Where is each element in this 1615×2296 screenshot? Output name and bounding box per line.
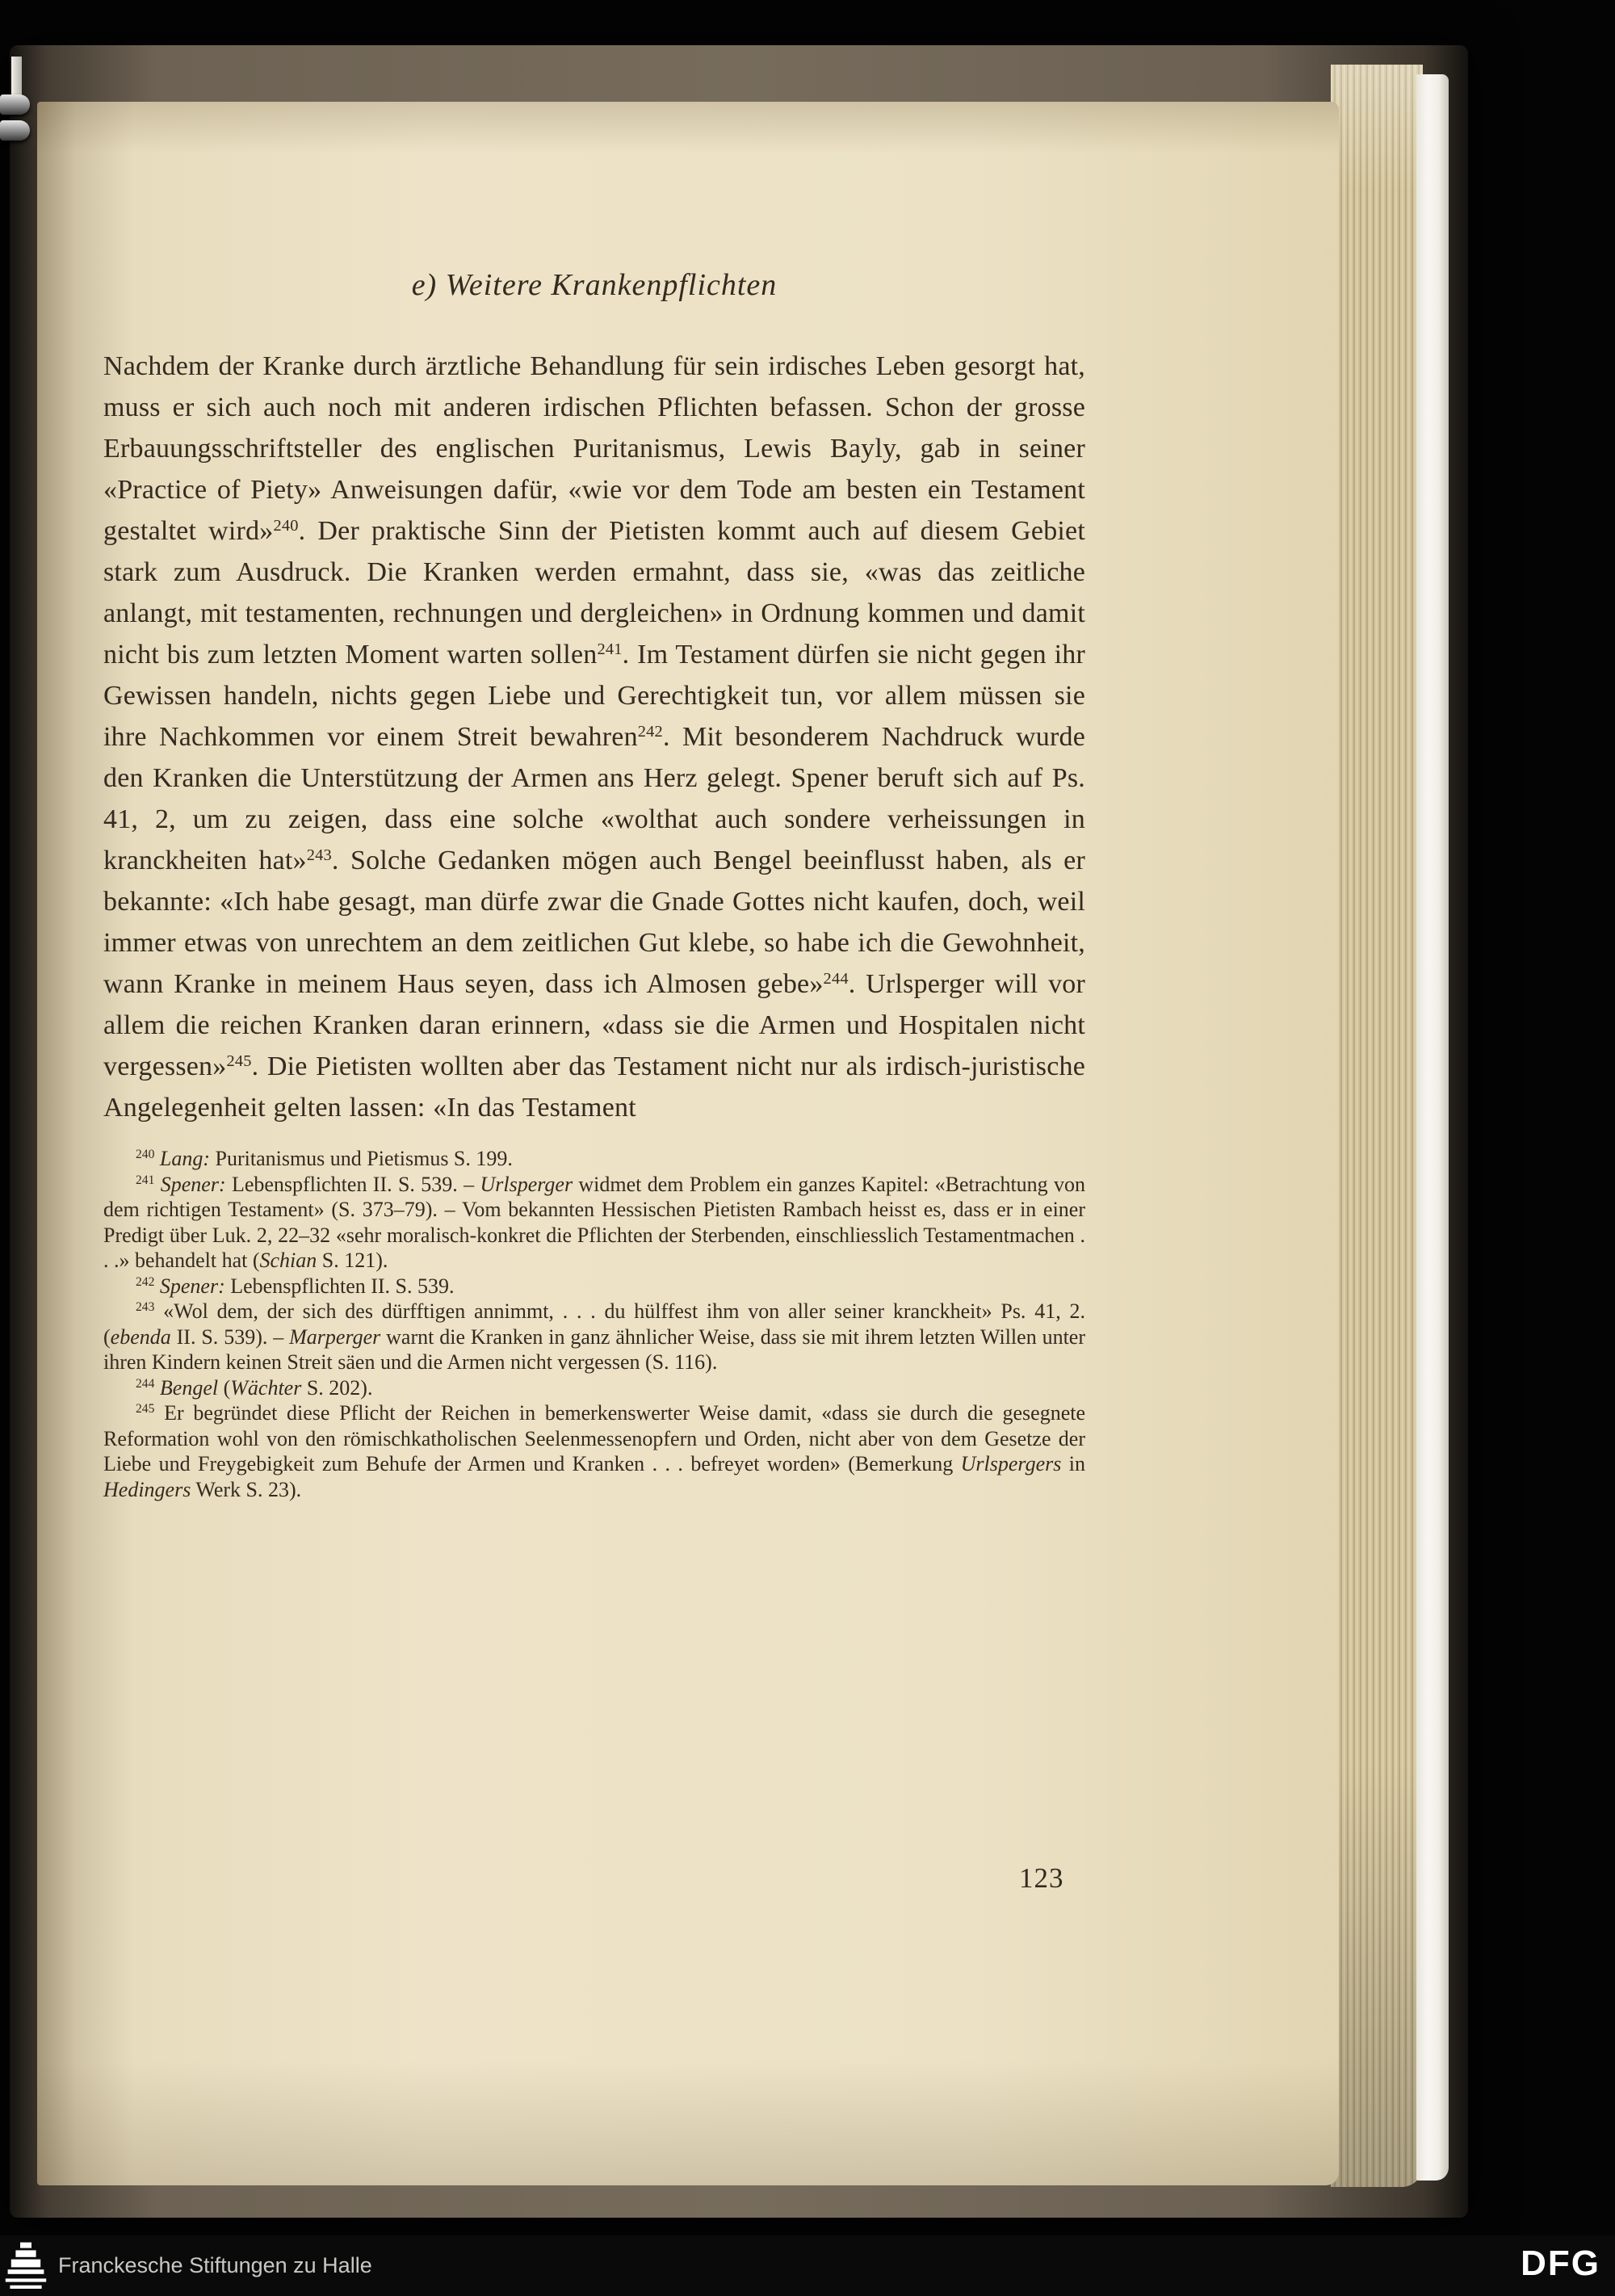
footnote: $^{242}$ Spener: Lebenspflichten II. S. 539. [136,1274,455,1298]
book-endpaper-edge [1416,74,1449,2181]
viewer-footer-bar [0,2235,1615,2296]
binding-post-icon [0,120,30,141]
footnote: $^{241}$ Spener: Lebenspflichten II. S. 539. – Urlsperger widmet dem Problem ein ganzes Kapitel: «Betrachtung von dem richtigen Testament» (S. 373–79). – Vom bekannten Hessischen Pietisten Rambach heisst es, dass er in einer Predigt über Luk. 2, 22–32 «sehr moralisch-konkret die Pflichten der Sterbenden, einschliesslich Testamentmachen . . .» behandelt hat (Schian S. 121). [103,1172,1086,1272]
footnote: $^{243}$ «Wol dem, der sich des dürfftigen annimmt, . . . du hülffest ihm von aller seiner kranckheit» Ps. 41, 2. (ebenda II. S. 539). – Marperger warnt die Kranken in ganz ähnlicher Weise, dass sie mit ihrem letzten Willen unter ihren Kindern keinen Streit säen und die Armen nicht vergessen (S. 116). [103,1299,1085,1374]
book-page [37,102,1339,2185]
footnote: $^{240}$ Lang: Puritanismus und Pietismus S. 199. [136,1147,513,1170]
page-fore-edge [1331,65,1423,2187]
footnote: $^{245}$ Er begründet diese Pflicht der Reichen in bemerkenswerter Weise damit, «dass sie durch die gesegnete Reformation wohl von den römischkatholischen Seelenmessenopfern und Orden, nicht aber von dem Gesetze der Liebe und Freygebigkeit zum Behufe der Armen und Kranken . . . befreyet worden» (Bemerkung Urlspergers in Hedingers Werk S. 23). [103,1401,1085,1501]
institution-name: Franckesche Stiftungen zu Halle [58,2253,372,2277]
text-block [103,267,1085,1502]
body-paragraph: Nachdem der Kranke durch ärztliche Behandlung für sein irdisches Leben gesorgt hat, muss er sich auch noch mit anderen irdischen Pflichten befassen. Schon der grosse Erbauungsschriftsteller des englischen Puritanismus, Lewis Bayly, gab in seiner «Practice of Piety» Anweisungen dafür, «wie vor dem Tode am besten ein Testament gestaltet wird»$^{240}$. Der praktische Sinn der Pietisten kommt auch auf diesem Gebiet stark zum Ausdruck. Die Kranken werden ermahnt, dass sie, «was das zeitliche anlangt, mit testamenten, rechnungen und dergleichen» in Ordnung kommen und damit nicht bis zum letzten Moment warten sollen$^{241}$. Im Testament dürfen sie nicht gegen ihr Gewissen handeln, nichts gegen Liebe und Gerechtigkeit tun, vor allem müssen sie ihre Nachkommen vor einem Streit bewahren$^{242}$. Mit besonderem Nachdruck wurde den Kranken die Unterstützung der Armen ans Herz gelegt. Spener beruft sich auf Ps. 41, 2, um zu zeigen, dass eine solche «wolthat auch sondere verheissungen in kranckheiten hat»$^{243}$. Solche Gedanken mögen auch Bengel beeinflusst haben, als er bekannte: «Ich habe gesagt, man dürfe zwar die Gnade Gottes nicht kaufen, doch, weil immer etwas von unrechtem an dem zeitlichen Gut klebe, so habe ich die Gewohnheit, wann Kranke in meinem Haus seyen, dass ich Almosen gebe»$^{244}$. Urlsperger will vor allem die reichen Kranken daran erinnern, «dass sie die Armen und Hospitalen nicht vergessen»$^{245}$. Die Pietisten wollten aber das Testament nicht nur als irdisch-juristische Angelegenheit gelten lassen: «In das Testament [103,351,1085,1123]
page-corner [11,57,22,95]
binding-post-icon [0,94,30,115]
footnote: $^{244}$ Bengel (Wächter S. 202). [136,1375,373,1400]
footnotes [103,1146,1085,1502]
dfg-logo[interactable]: DFG [1521,2244,1600,2283]
page-number: 123 [1019,1862,1064,1894]
institution-link[interactable] [3,2239,372,2293]
franckesche-stiftungen-logo-icon [3,2241,48,2291]
section-heading: e) Weitere Krankenpflichten [411,268,778,302]
